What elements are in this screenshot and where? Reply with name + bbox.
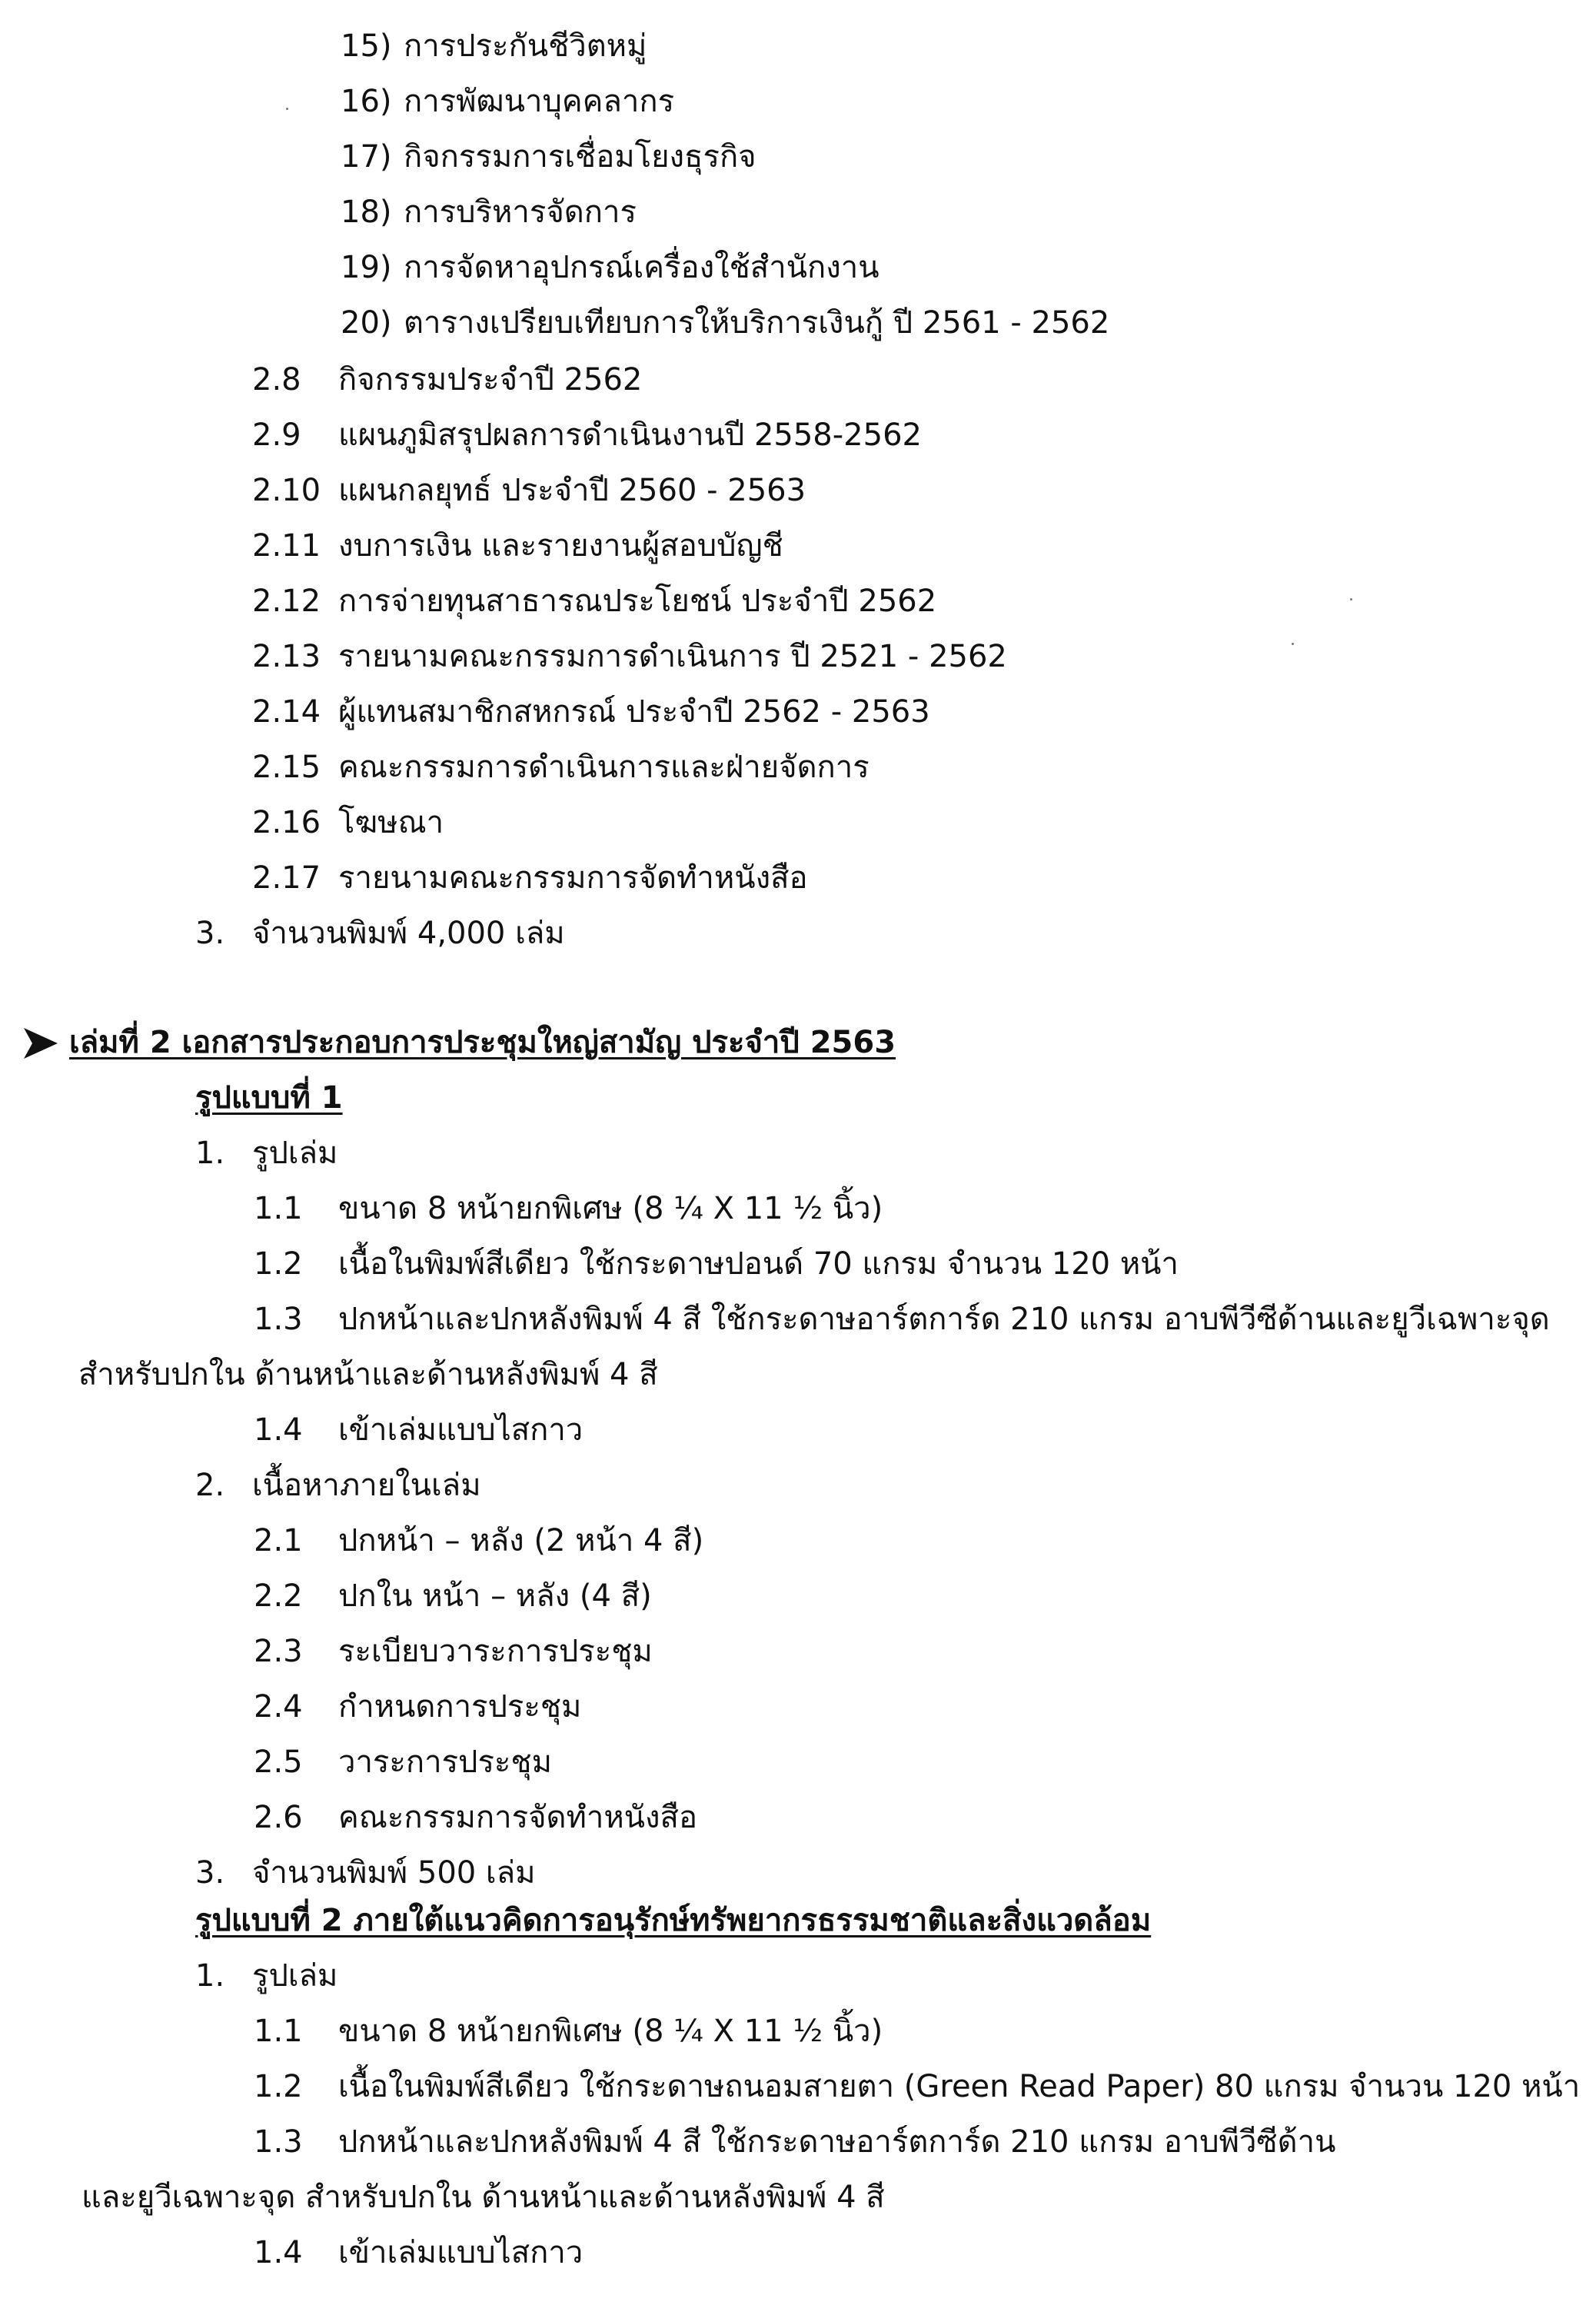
- item-text: ขนาด 8 หน้ายกพิเศษ (8 ¼ X 11 ½ นิ้ว): [338, 2014, 883, 2049]
- item-number: 1.1: [254, 1191, 303, 1226]
- item-text: รูปเล่ม: [252, 1136, 338, 1171]
- item-number: 2.8: [252, 362, 301, 397]
- item-text: ขนาด 8 หน้ายกพิเศษ (8 ¼ X 11 ½ นิ้ว): [338, 1191, 883, 1226]
- item-text: รายนามคณะกรรมการดำเนินการ ปี 2521 - 2562: [338, 639, 1007, 674]
- item-number: 18): [341, 195, 392, 230]
- item-text: ผู้แทนสมาชิกสหกรณ์ ประจำปี 2562 - 2563: [338, 694, 930, 730]
- item-number: 3.: [195, 916, 225, 951]
- scan-speck: [1292, 643, 1294, 645]
- item-text: แผนกลยุทธ์ ประจำปี 2560 - 2563: [338, 473, 806, 508]
- item-number: 2.15: [252, 750, 321, 785]
- item-number: 1.: [195, 1958, 225, 1994]
- item-number: 2.3: [254, 1634, 303, 1669]
- item-number: 2.: [195, 1468, 225, 1503]
- item-number: 2.10: [252, 473, 321, 508]
- item-text: กิจกรรมประจำปี 2562: [338, 362, 643, 397]
- item-text: งบการเงิน และรายงานผู้สอบบัญชี: [338, 528, 783, 564]
- item-text: เนื้อหาภายในเล่ม: [252, 1468, 481, 1503]
- item-text: จำนวนพิมพ์ 500 เล่ม: [252, 1855, 536, 1891]
- item-number: 2.14: [252, 694, 321, 730]
- item-number: 2.6: [254, 1800, 303, 1835]
- item-text: การจัดหาอุปกรณ์เครื่องใช้สำนักงาน: [404, 250, 879, 285]
- item-number: 1.1: [254, 2014, 303, 2049]
- item-text: รูปเล่ม: [252, 1958, 338, 1994]
- item-text: โฆษณา: [338, 805, 444, 840]
- item-text: แผนภูมิสรุปผลการดำเนินงานปี 2558-2562: [338, 417, 922, 453]
- item-number: 19): [341, 250, 392, 285]
- volume2-heading: เล่มที่ 2 เอกสารประกอบการประชุมใหญ่สามัญ ประจำปี 2563: [69, 1025, 896, 1060]
- item-number: 1.2: [254, 2069, 303, 2104]
- format1-title: รูปแบบที่ 1: [195, 1080, 343, 1116]
- item-number: 2.9: [252, 417, 301, 453]
- format2-title: รูปแบบที่ 2 ภายใต้แนวคิดการอนุรักษ์ทรัพยากรธรรมชาติและสิ่งแวดล้อม: [195, 1903, 1152, 1938]
- item-text: เข้าเล่มแบบไสกาว: [338, 1412, 584, 1448]
- item-text: ปกใน หน้า – หลัง (4 สี): [338, 1578, 652, 1614]
- scan-speck: [286, 108, 288, 110]
- item-number: 1.4: [254, 2235, 303, 2270]
- item-text: กิจกรรมการเชื่อมโยงธุรกิจ: [404, 139, 756, 175]
- item-number: 2.13: [252, 639, 321, 674]
- item-number: 2.1: [254, 1523, 303, 1558]
- item-text: เนื้อในพิมพ์สีเดียว ใช้กระดาษถนอมสายตา (Green Read Paper) 80 แกรม จำนวน 120 หน้า: [338, 2069, 1581, 2104]
- item-text: วาระการประชุม: [338, 1745, 552, 1780]
- item-number: 1.4: [254, 1412, 303, 1448]
- item-text: การจ่ายทุนสาธารณประโยชน์ ประจำปี 2562: [338, 584, 937, 619]
- item-number: 2.4: [254, 1689, 303, 1725]
- item-number: 15): [341, 28, 392, 64]
- item-text: ตารางเปรียบเทียบการให้บริการเงินกู้ ปี 2561 - 2562: [404, 305, 1110, 341]
- item-number: 2.11: [252, 528, 321, 564]
- item-number: 20): [341, 305, 392, 341]
- item-text: จำนวนพิมพ์ 4,000 เล่ม: [252, 916, 565, 951]
- item-number: 1.2: [254, 1246, 303, 1282]
- item-text: รายนามคณะกรรมการจัดทำหนังสือ: [338, 860, 808, 896]
- item-number: 2.16: [252, 805, 321, 840]
- item-text: ปกหน้าและปกหลังพิมพ์ 4 สี ใช้กระดาษอาร์ตการ์ด 210 แกรม อาบพีวีซีด้าน: [338, 2124, 1336, 2160]
- item-text: การประกันชีวิตหมู่: [404, 28, 647, 64]
- item-number: 2.12: [252, 584, 321, 619]
- item-number: 1.3: [254, 2124, 303, 2160]
- item-text: คณะกรรมการจัดทำหนังสือ: [338, 1800, 697, 1835]
- item-number: 16): [341, 84, 392, 119]
- item-text: และยูวีเฉพาะจุด สำหรับปกใน ด้านหน้าและด้านหลังพิมพ์ 4 สี: [81, 2180, 885, 2215]
- item-number: 2.17: [252, 860, 321, 896]
- item-text: ระเบียบวาระการประชุม: [338, 1634, 653, 1669]
- item-text: กำหนดการประชุม: [338, 1689, 582, 1725]
- item-number: 1.: [195, 1136, 225, 1171]
- item-text: สำหรับปกใน ด้านหน้าและด้านหลังพิมพ์ 4 สี: [78, 1357, 658, 1392]
- item-text: ปกหน้าและปกหลังพิมพ์ 4 สี ใช้กระดาษอาร์ตการ์ด 210 แกรม อาบพีวีซีด้านและยูวีเฉพาะจุด: [338, 1302, 1550, 1337]
- item-text: การบริหารจัดการ: [404, 195, 637, 230]
- item-text: การพัฒนาบุคคลากร: [404, 84, 675, 119]
- item-number: 17): [341, 139, 392, 175]
- item-text: คณะกรรมการดำเนินการและฝ่ายจัดการ: [338, 750, 869, 785]
- item-text: เนื้อในพิมพ์สีเดียว ใช้กระดาษปอนด์ 70 แกรม จำนวน 120 หน้า: [338, 1246, 1179, 1282]
- item-text: เข้าเล่มแบบไสกาว: [338, 2235, 584, 2270]
- item-text: ปกหน้า – หลัง (2 หน้า 4 สี): [338, 1523, 704, 1558]
- item-number: 2.5: [254, 1745, 303, 1780]
- scan-speck: [1350, 598, 1352, 600]
- item-number: 1.3: [254, 1302, 303, 1337]
- item-number: 3.: [195, 1855, 225, 1891]
- arrowhead-bullet-icon: [22, 1026, 60, 1061]
- item-number: 2.2: [254, 1578, 303, 1614]
